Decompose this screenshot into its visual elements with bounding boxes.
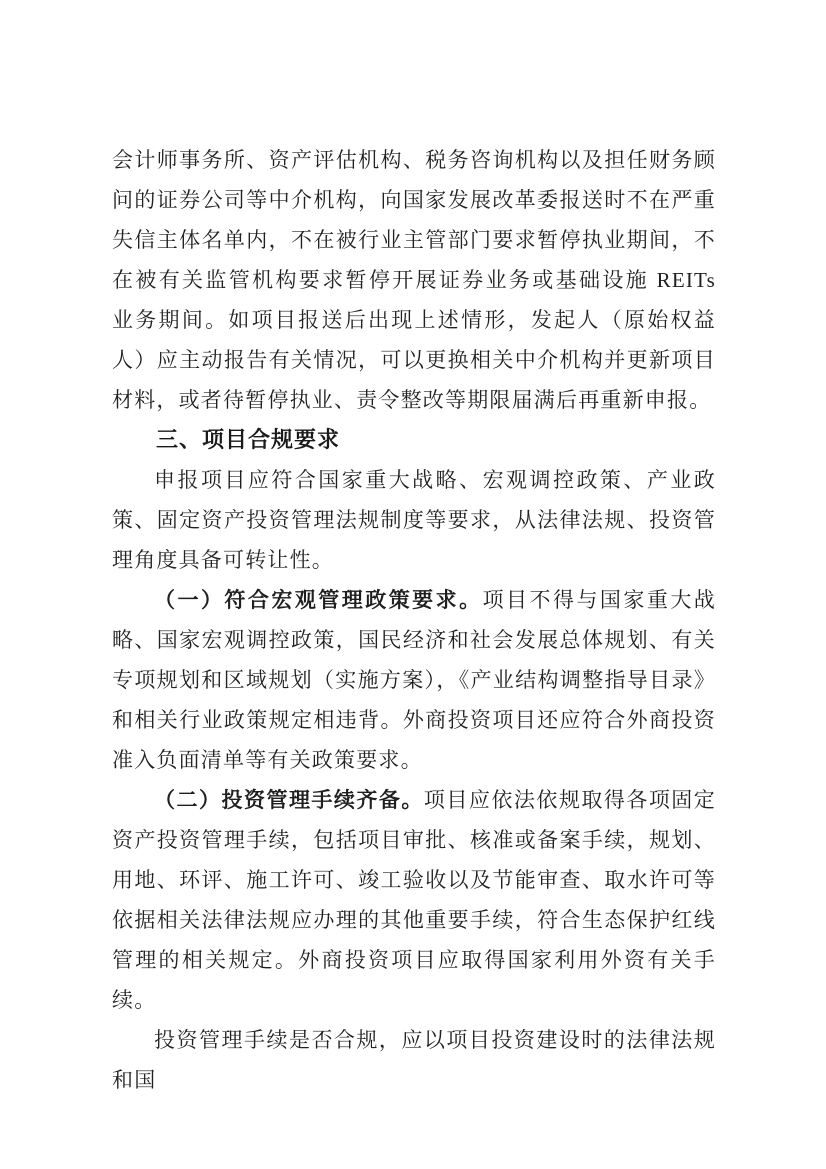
body-paragraph-item-1 — [112, 580, 716, 780]
body-paragraph-continuation: 会计师事务所、资产评估机构、税务咨询机构以及担任财务顾问的证券公司等中介机构，向国家发展改革委报送时不在严重失信主体名单内，不在被行业主管部门要求暂停执业期间，不在被有关监管机构要求暂停开展证券业务或基础设施 REITs 业务期间。如项目报送后出现上述情形，发起人（原始权益人）应主动报告有关情况，可以更换相关中介机构并更新项目材料，或者待暂停执业、责令整改等期限届满后再重新申报。 — [112, 148, 716, 412]
body-paragraph-truncated: 投资管理手续是否合规，应以项目投资建设时的法律法规和国 — [112, 1028, 716, 1092]
body-paragraph-overview: 申报项目应符合国家重大战略、宏观调控政策、产业政策、固定资产投资管理法规制度等要求，从法律法规、投资管理角度具备可转让性。 — [112, 468, 716, 572]
section-heading-project-compliance: 三、项目合规要求 — [156, 427, 341, 452]
item-2-body-text: 项目应依法依规取得各项固定资产投资管理手续，包括项目审批、核准或备案手续，规划、用地、环评、施工许可、竣工验收以及节能审查、取水许可等依据相关法律法规应办理的其他重要手续，符合生态保护红线管理的相关规定。外商投资项目应取得国家利用外资有关手续。 — [112, 788, 716, 1012]
item-2-lead-label: （二）投资管理手续齐备。 — [154, 788, 424, 812]
body-paragraph-item-2 — [112, 780, 716, 1020]
item-1-lead-label: （一）符合宏观管理政策要求。 — [154, 588, 483, 612]
item-1-body-text: 项目不得与国家重大战略、国家宏观调控政策，国民经济和社会发展总体规划、有关专项规划和区域规划（实施方案），《产业结构调整指导目录》和相关行业政策规定相违背。外商投资项目还应符合外商投资准入负面清单等有关政策要求。 — [112, 588, 716, 772]
